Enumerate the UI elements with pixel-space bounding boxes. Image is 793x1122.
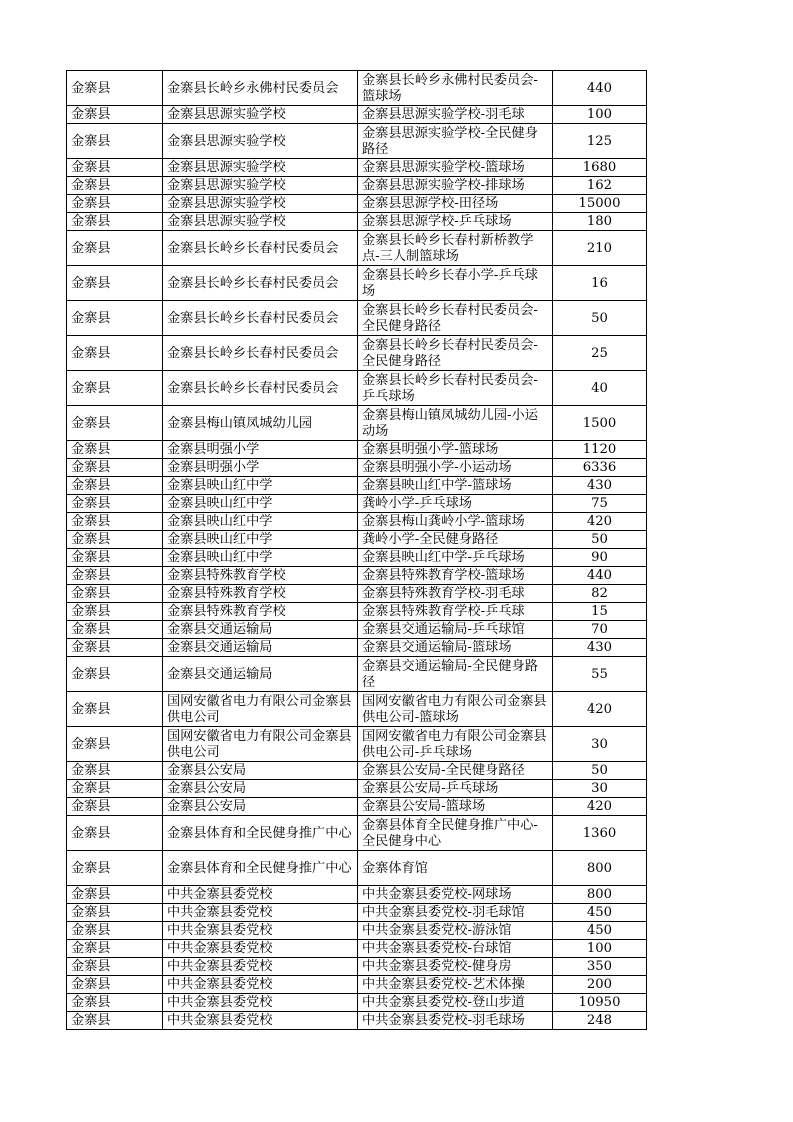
county-cell: 金寨县 (67, 336, 163, 371)
area-cell: 75 (553, 495, 647, 513)
unit-cell: 金寨县梅山镇凤城幼儿园 (163, 406, 358, 441)
unit-cell: 金寨县映山红中学 (163, 531, 358, 549)
unit-cell: 金寨县思源实验学校 (163, 124, 358, 159)
venue-cell: 金寨县公安局-乒乓球场 (358, 780, 553, 798)
unit-cell: 金寨县长岭乡长春村民委员会 (163, 371, 358, 406)
unit-cell: 金寨县长岭乡长春村民委员会 (163, 301, 358, 336)
table-row (67, 71, 647, 106)
unit-cell: 中共金寨县委党校 (163, 904, 358, 922)
venue-cell: 金寨县体育全民健身推广中心-全民健身中心 (358, 816, 553, 851)
county-cell: 金寨县 (67, 780, 163, 798)
area-cell: 248 (553, 1012, 647, 1030)
unit-cell: 金寨县长岭乡永佛村民委员会 (163, 71, 358, 106)
table-row (67, 477, 647, 495)
venue-cell: 金寨县思源学校-田径场 (358, 195, 553, 213)
venue-cell: 金寨县思源实验学校-羽毛球 (358, 106, 553, 124)
area-cell: 440 (553, 71, 647, 106)
county-cell: 金寨县 (67, 513, 163, 531)
table-row (67, 441, 647, 459)
table-row (67, 213, 647, 231)
table-row (67, 798, 647, 816)
unit-cell: 金寨县映山红中学 (163, 549, 358, 567)
county-cell: 金寨县 (67, 851, 163, 886)
county-cell: 金寨县 (67, 816, 163, 851)
area-cell: 55 (553, 657, 647, 692)
area-cell: 350 (553, 958, 647, 976)
unit-cell: 金寨县特殊教育学校 (163, 603, 358, 621)
unit-cell: 金寨县映山红中学 (163, 477, 358, 495)
county-cell: 金寨县 (67, 71, 163, 106)
unit-cell: 金寨县特殊教育学校 (163, 585, 358, 603)
unit-cell: 金寨县明强小学 (163, 459, 358, 477)
county-cell: 金寨县 (67, 585, 163, 603)
county-cell: 金寨县 (67, 459, 163, 477)
venue-cell: 金寨县梅山龚岭小学-篮球场 (358, 513, 553, 531)
venue-table (66, 70, 647, 1030)
venue-cell: 金寨县映山红中学-乒乓球场 (358, 549, 553, 567)
county-cell: 金寨县 (67, 657, 163, 692)
area-cell: 100 (553, 940, 647, 958)
venue-cell: 金寨县思源实验学校-排球场 (358, 177, 553, 195)
venue-cell: 金寨县梅山镇凤城幼儿园-小运动场 (358, 406, 553, 441)
table-row (67, 904, 647, 922)
venue-cell: 金寨县长岭乡长春村民委员会-全民健身路径 (358, 301, 553, 336)
table-row (67, 159, 647, 177)
venue-cell: 中共金寨县委党校-游泳馆 (358, 922, 553, 940)
table-row (67, 976, 647, 994)
county-cell: 金寨县 (67, 441, 163, 459)
unit-cell: 金寨县映山红中学 (163, 495, 358, 513)
venue-cell: 金寨县交通运输局-篮球场 (358, 639, 553, 657)
area-cell: 30 (553, 727, 647, 762)
area-cell: 420 (553, 692, 647, 727)
county-cell: 金寨县 (67, 976, 163, 994)
unit-cell: 国网安徽省电力有限公司金寨县供电公司 (163, 692, 358, 727)
venue-cell: 中共金寨县委党校-登山步道 (358, 994, 553, 1012)
county-cell: 金寨县 (67, 904, 163, 922)
venue-cell: 金寨县映山红中学-篮球场 (358, 477, 553, 495)
venue-cell: 中共金寨县委党校-羽毛球场 (358, 1012, 553, 1030)
table-row (67, 621, 647, 639)
table-row (67, 603, 647, 621)
venue-cell: 金寨县思源学校-乒乓球场 (358, 213, 553, 231)
venue-cell: 中共金寨县委党校-健身房 (358, 958, 553, 976)
area-cell: 1360 (553, 816, 647, 851)
county-cell: 金寨县 (67, 639, 163, 657)
area-cell: 16 (553, 266, 647, 301)
unit-cell: 金寨县长岭乡长春村民委员会 (163, 231, 358, 266)
area-cell: 15000 (553, 195, 647, 213)
county-cell: 金寨县 (67, 762, 163, 780)
venue-cell: 中共金寨县委党校-台球馆 (358, 940, 553, 958)
unit-cell: 金寨县特殊教育学校 (163, 567, 358, 585)
venue-cell: 金寨体育馆 (358, 851, 553, 886)
area-cell: 1680 (553, 159, 647, 177)
area-cell: 50 (553, 531, 647, 549)
county-cell: 金寨县 (67, 603, 163, 621)
venue-cell: 金寨县特殊教育学校-乒乓球 (358, 603, 553, 621)
county-cell: 金寨县 (67, 531, 163, 549)
county-cell: 金寨县 (67, 495, 163, 513)
unit-cell: 中共金寨县委党校 (163, 922, 358, 940)
area-cell: 1500 (553, 406, 647, 441)
table-row (67, 1012, 647, 1030)
county-cell: 金寨县 (67, 994, 163, 1012)
area-cell: 450 (553, 904, 647, 922)
unit-cell: 金寨县体育和全民健身推广中心 (163, 851, 358, 886)
venue-cell: 龚岭小学-全民健身路径 (358, 531, 553, 549)
table-row (67, 549, 647, 567)
county-cell: 金寨县 (67, 213, 163, 231)
unit-cell: 中共金寨县委党校 (163, 994, 358, 1012)
table-row (67, 567, 647, 585)
venue-cell: 国网安徽省电力有限公司金寨县供电公司-乒乓球场 (358, 727, 553, 762)
table-row (67, 231, 647, 266)
county-cell: 金寨县 (67, 940, 163, 958)
county-cell: 金寨县 (67, 195, 163, 213)
table-row (67, 585, 647, 603)
county-cell: 金寨县 (67, 124, 163, 159)
table-row (67, 531, 647, 549)
venue-cell: 金寨县交通运输局-乒乓球馆 (358, 621, 553, 639)
unit-cell: 金寨县体育和全民健身推广中心 (163, 816, 358, 851)
county-cell: 金寨县 (67, 371, 163, 406)
unit-cell: 金寨县长岭乡长春村民委员会 (163, 266, 358, 301)
unit-cell: 金寨县思源实验学校 (163, 159, 358, 177)
area-cell: 50 (553, 301, 647, 336)
county-cell: 金寨县 (67, 406, 163, 441)
unit-cell: 中共金寨县委党校 (163, 958, 358, 976)
unit-cell: 金寨县长岭乡长春村民委员会 (163, 336, 358, 371)
table-row (67, 266, 647, 301)
unit-cell: 金寨县公安局 (163, 762, 358, 780)
unit-cell: 金寨县思源实验学校 (163, 195, 358, 213)
unit-cell: 中共金寨县委党校 (163, 886, 358, 904)
venue-cell: 金寨县特殊教育学校-羽毛球 (358, 585, 553, 603)
unit-cell: 中共金寨县委党校 (163, 976, 358, 994)
area-cell: 15 (553, 603, 647, 621)
table-row (67, 177, 647, 195)
table-row (67, 301, 647, 336)
venue-cell: 金寨县长岭乡永佛村民委员会-篮球场 (358, 71, 553, 106)
venue-cell: 金寨县思源实验学校-篮球场 (358, 159, 553, 177)
area-cell: 450 (553, 922, 647, 940)
table-row (67, 780, 647, 798)
table-row (67, 513, 647, 531)
venue-cell: 金寨县交通运输局-全民健身路径 (358, 657, 553, 692)
venue-cell: 金寨县明强小学-小运动场 (358, 459, 553, 477)
venue-cell: 金寨县长岭乡长春村民委员会-乒乓球场 (358, 371, 553, 406)
county-cell: 金寨县 (67, 958, 163, 976)
area-cell: 10950 (553, 994, 647, 1012)
area-cell: 162 (553, 177, 647, 195)
area-cell: 125 (553, 124, 647, 159)
unit-cell: 金寨县明强小学 (163, 441, 358, 459)
county-cell: 金寨县 (67, 886, 163, 904)
county-cell: 金寨县 (67, 301, 163, 336)
area-cell: 800 (553, 851, 647, 886)
venue-cell: 龚岭小学-乒乓球场 (358, 495, 553, 513)
county-cell: 金寨县 (67, 477, 163, 495)
area-cell: 430 (553, 639, 647, 657)
table-row (67, 459, 647, 477)
venue-cell: 国网安徽省电力有限公司金寨县供电公司-篮球场 (358, 692, 553, 727)
county-cell: 金寨县 (67, 922, 163, 940)
county-cell: 金寨县 (67, 106, 163, 124)
venue-cell: 金寨县长岭乡长春村新桥教学点-三人制篮球场 (358, 231, 553, 266)
table-row (67, 922, 647, 940)
county-cell: 金寨县 (67, 231, 163, 266)
table-row (67, 406, 647, 441)
area-cell: 6336 (553, 459, 647, 477)
table-row (67, 692, 647, 727)
venue-table-body (67, 71, 647, 1030)
unit-cell: 金寨县公安局 (163, 798, 358, 816)
county-cell: 金寨县 (67, 727, 163, 762)
table-row (67, 371, 647, 406)
table-row (67, 124, 647, 159)
unit-cell: 中共金寨县委党校 (163, 1012, 358, 1030)
venue-cell: 金寨县思源实验学校-全民健身路径 (358, 124, 553, 159)
table-row (67, 336, 647, 371)
county-cell: 金寨县 (67, 1012, 163, 1030)
unit-cell: 金寨县交通运输局 (163, 639, 358, 657)
area-cell: 180 (553, 213, 647, 231)
county-cell: 金寨县 (67, 621, 163, 639)
venue-cell: 中共金寨县委党校-网球场 (358, 886, 553, 904)
table-row (67, 195, 647, 213)
county-cell: 金寨县 (67, 177, 163, 195)
area-cell: 30 (553, 780, 647, 798)
area-cell: 420 (553, 513, 647, 531)
area-cell: 800 (553, 886, 647, 904)
table-row (67, 762, 647, 780)
table-row (67, 727, 647, 762)
venue-cell: 金寨县明强小学-篮球场 (358, 441, 553, 459)
table-row (67, 851, 647, 886)
unit-cell: 金寨县交通运输局 (163, 621, 358, 639)
venue-cell: 中共金寨县委党校-艺术体操 (358, 976, 553, 994)
table-row (67, 657, 647, 692)
area-cell: 90 (553, 549, 647, 567)
area-cell: 430 (553, 477, 647, 495)
area-cell: 1120 (553, 441, 647, 459)
venue-cell: 金寨县特殊教育学校-篮球场 (358, 567, 553, 585)
county-cell: 金寨县 (67, 567, 163, 585)
venue-cell: 金寨县长岭乡长春村民委员会-全民健身路径 (358, 336, 553, 371)
unit-cell: 金寨县公安局 (163, 780, 358, 798)
county-cell: 金寨县 (67, 798, 163, 816)
unit-cell: 金寨县思源实验学校 (163, 213, 358, 231)
area-cell: 210 (553, 231, 647, 266)
area-cell: 82 (553, 585, 647, 603)
table-row (67, 106, 647, 124)
unit-cell: 金寨县思源实验学校 (163, 177, 358, 195)
area-cell: 100 (553, 106, 647, 124)
unit-cell: 金寨县交通运输局 (163, 657, 358, 692)
area-cell: 440 (553, 567, 647, 585)
area-cell: 50 (553, 762, 647, 780)
county-cell: 金寨县 (67, 159, 163, 177)
county-cell: 金寨县 (67, 549, 163, 567)
venue-cell: 中共金寨县委党校-羽毛球馆 (358, 904, 553, 922)
unit-cell: 中共金寨县委党校 (163, 940, 358, 958)
table-row (67, 958, 647, 976)
table-row (67, 940, 647, 958)
area-cell: 200 (553, 976, 647, 994)
county-cell: 金寨县 (67, 266, 163, 301)
venue-cell: 金寨县长岭乡长春小学-乒乓球场 (358, 266, 553, 301)
area-cell: 420 (553, 798, 647, 816)
area-cell: 70 (553, 621, 647, 639)
table-row (67, 639, 647, 657)
area-cell: 25 (553, 336, 647, 371)
venue-cell: 金寨县公安局-全民健身路径 (358, 762, 553, 780)
table-row (67, 994, 647, 1012)
venue-cell: 金寨县公安局-篮球场 (358, 798, 553, 816)
unit-cell: 金寨县思源实验学校 (163, 106, 358, 124)
unit-cell: 国网安徽省电力有限公司金寨县供电公司 (163, 727, 358, 762)
table-row (67, 886, 647, 904)
table-row (67, 816, 647, 851)
area-cell: 40 (553, 371, 647, 406)
county-cell: 金寨县 (67, 692, 163, 727)
table-row (67, 495, 647, 513)
unit-cell: 金寨县映山红中学 (163, 513, 358, 531)
